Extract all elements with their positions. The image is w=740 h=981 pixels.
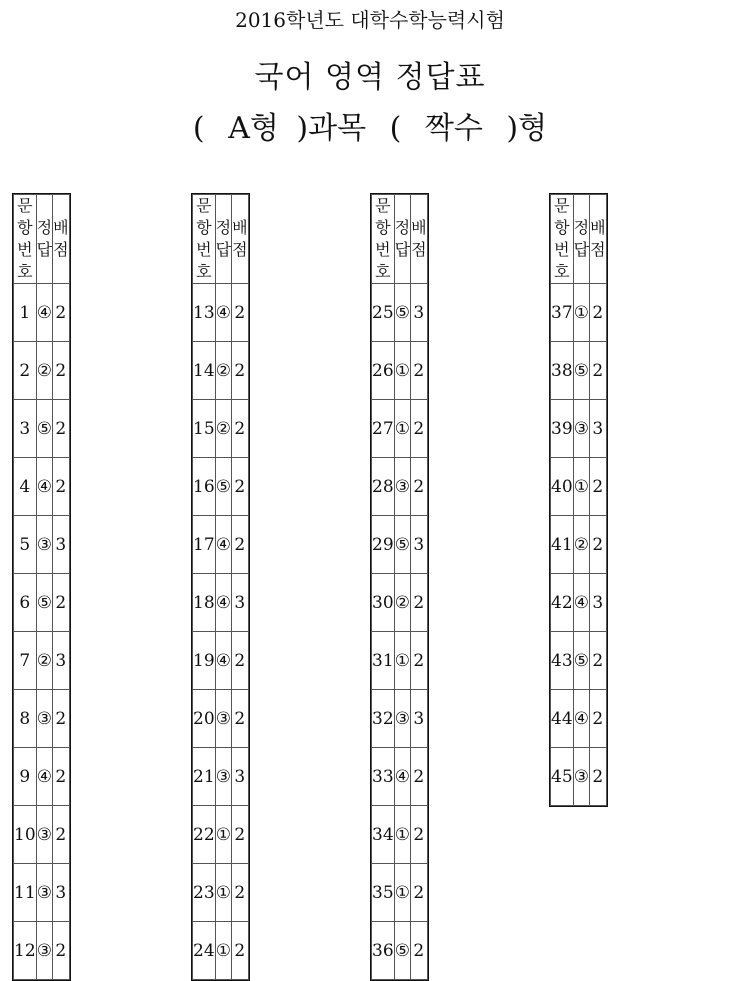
answer-value: ③ [573,748,589,806]
table-row [551,748,607,806]
table-row [14,574,70,632]
answer-value: ③ [36,922,52,980]
table-row [14,690,70,748]
question-number: 28 [372,458,395,516]
score-value: 2 [232,284,248,342]
question-number: 45 [551,748,574,806]
score-value: 2 [53,342,69,400]
table-row [14,342,70,400]
answer-value: ③ [394,690,410,748]
question-number: 14 [193,342,216,400]
table-row [193,748,249,806]
table-row [193,632,249,690]
score-value: 3 [411,690,427,748]
table-row [551,690,607,748]
question-number: 41 [551,516,574,574]
table-row [372,400,428,458]
question-number: 18 [193,574,216,632]
answer-value: ③ [36,864,52,922]
answer-value: ⑤ [573,342,589,400]
score-value: 2 [232,690,248,748]
answer-table [550,194,607,806]
header-row [14,195,70,284]
header-answer: 정 답 [215,195,231,284]
answer-value: ③ [215,690,231,748]
question-number: 32 [372,690,395,748]
question-number: 17 [193,516,216,574]
header-number-line1: 문항 [554,196,570,237]
score-value: 3 [411,284,427,342]
score-value: 2 [53,574,69,632]
header-row [551,195,607,284]
answer-value: ① [394,632,410,690]
answer-value: ⑤ [394,922,410,980]
question-number: 1 [14,284,37,342]
question-number: 16 [193,458,216,516]
table-row [14,632,70,690]
table-row [193,284,249,342]
table-row [551,342,607,400]
answer-block-4 [549,193,608,807]
question-number: 7 [14,632,37,690]
header-number-line2: 번호 [554,240,570,281]
answer-value: ④ [36,748,52,806]
answer-value: ④ [215,284,231,342]
question-number: 13 [193,284,216,342]
table-row [14,516,70,574]
answer-value: ② [36,632,52,690]
table-row [193,516,249,574]
score-value: 2 [411,806,427,864]
question-number: 24 [193,922,216,980]
question-number: 26 [372,342,395,400]
answer-value: ⑤ [394,516,410,574]
table-row [14,284,70,342]
score-value: 2 [590,516,606,574]
table-row [372,922,428,980]
question-number: 29 [372,516,395,574]
answer-value: ③ [215,748,231,806]
question-number: 12 [14,922,37,980]
answer-value: ① [215,864,231,922]
answer-value: ③ [36,516,52,574]
answer-value: ① [394,864,410,922]
table-row [193,342,249,400]
type-subject-label: )과목 [296,111,367,146]
answer-value: ① [573,458,589,516]
table-row [14,400,70,458]
question-number: 22 [193,806,216,864]
question-number: 6 [14,574,37,632]
table-row [14,748,70,806]
score-value: 2 [232,516,248,574]
score-value: 2 [232,632,248,690]
question-number: 40 [551,458,574,516]
score-value: 2 [411,632,427,690]
answer-value: ③ [394,458,410,516]
table-row [372,632,428,690]
answer-value: ② [573,516,589,574]
header-answer: 정 답 [394,195,410,284]
answer-value: ③ [36,806,52,864]
question-number: 43 [551,632,574,690]
header-score: 배 점 [411,195,427,284]
score-value: 2 [232,400,248,458]
question-number: 23 [193,864,216,922]
header-score: 배 점 [232,195,248,284]
type-value-a: A형 [228,111,279,146]
question-number: 37 [551,284,574,342]
table-row [551,458,607,516]
type-open-paren-2: ( [389,111,402,146]
header-number [193,195,216,284]
score-value: 2 [411,574,427,632]
table-row [551,574,607,632]
score-value: 2 [53,922,69,980]
answer-value: ④ [215,632,231,690]
score-value: 2 [411,458,427,516]
score-value: 3 [411,516,427,574]
header-number-line1: 문항 [196,196,212,237]
score-value: 2 [53,690,69,748]
table-row [193,400,249,458]
header-row [372,195,428,284]
answer-value: ① [573,284,589,342]
table-row [14,864,70,922]
score-value: 2 [411,342,427,400]
question-number: 2 [14,342,37,400]
table-row [14,922,70,980]
table-row [193,458,249,516]
question-number: 42 [551,574,574,632]
type-open-paren-1: ( [192,111,205,146]
score-value: 2 [53,806,69,864]
header-answer: 정 답 [36,195,52,284]
table-row [372,458,428,516]
header-number-line2: 번호 [375,240,391,281]
question-number: 35 [372,864,395,922]
table-row [551,284,607,342]
score-value: 2 [53,400,69,458]
answer-value: ④ [36,458,52,516]
score-value: 2 [232,922,248,980]
answer-value: ④ [394,748,410,806]
question-number: 44 [551,690,574,748]
table-row [372,574,428,632]
score-value: 2 [232,864,248,922]
question-number: 31 [372,632,395,690]
type-line [0,103,740,147]
question-number: 19 [193,632,216,690]
header-answer: 정 답 [573,195,589,284]
header-number [14,195,37,284]
answer-value: ⑤ [36,400,52,458]
question-number: 36 [372,922,395,980]
answer-value: ④ [215,516,231,574]
table-row [193,574,249,632]
table-row [551,632,607,690]
answer-value: ① [394,400,410,458]
score-value: 2 [590,284,606,342]
question-number: 27 [372,400,395,458]
answer-value: ① [394,806,410,864]
table-row [372,864,428,922]
question-number: 11 [14,864,37,922]
score-value: 2 [590,458,606,516]
question-number: 15 [193,400,216,458]
answer-table [13,194,70,980]
answer-value: ④ [36,284,52,342]
score-value: 2 [411,922,427,980]
answer-block-3 [370,193,429,981]
table-row [193,690,249,748]
table-row [14,458,70,516]
table-row [372,806,428,864]
header-score: 배 점 [590,195,606,284]
question-number: 25 [372,284,395,342]
score-value: 2 [53,748,69,806]
answer-block-2 [191,193,250,981]
header-number-line1: 문항 [375,196,391,237]
question-number: 38 [551,342,574,400]
header-number-line2: 번호 [196,240,212,281]
table-row [372,342,428,400]
table-row [372,284,428,342]
answer-value: ③ [36,690,52,748]
score-value: 3 [590,574,606,632]
table-row [193,806,249,864]
table-row [372,516,428,574]
score-value: 2 [411,748,427,806]
answer-value: ② [36,342,52,400]
answer-table [192,194,249,980]
exam-title: 2016학년도 대학수학능력시험 [235,8,505,32]
answer-value: ⑤ [36,574,52,632]
answer-value: ② [215,400,231,458]
score-value: 2 [232,458,248,516]
score-value: 3 [53,516,69,574]
header-number-line1: 문항 [17,196,33,237]
question-number: 8 [14,690,37,748]
table-row [551,516,607,574]
header-number [551,195,574,284]
question-number: 5 [14,516,37,574]
question-number: 4 [14,458,37,516]
question-number: 33 [372,748,395,806]
header-score: 배 점 [53,195,69,284]
score-value: 2 [232,806,248,864]
answer-value: ① [215,806,231,864]
table-row [193,922,249,980]
question-number: 9 [14,748,37,806]
question-number: 30 [372,574,395,632]
header-row [193,195,249,284]
table-row [14,806,70,864]
question-number: 10 [14,806,37,864]
answer-value: ② [215,342,231,400]
question-number: 21 [193,748,216,806]
score-value: 2 [590,342,606,400]
answer-table [371,194,428,980]
answer-value: ④ [573,574,589,632]
question-number: 20 [193,690,216,748]
answer-block-1 [12,193,71,981]
table-row [372,690,428,748]
score-value: 2 [411,864,427,922]
score-value: 3 [232,748,248,806]
type-value-even: 짝수 [424,111,483,146]
score-value: 2 [590,632,606,690]
answer-value: ③ [573,400,589,458]
header-number-line2: 번호 [17,240,33,281]
score-value: 2 [53,458,69,516]
answer-value: ④ [573,690,589,748]
answer-value: ⑤ [573,632,589,690]
subject-title: 국어 영역 정답표 [254,60,486,95]
score-value: 2 [232,342,248,400]
answer-value: ① [215,922,231,980]
score-value: 3 [232,574,248,632]
answer-value: ② [394,574,410,632]
score-value: 2 [590,748,606,806]
score-value: 2 [411,400,427,458]
score-value: 3 [53,632,69,690]
table-row [372,748,428,806]
score-value: 2 [53,284,69,342]
header-number [372,195,395,284]
table-row [551,400,607,458]
answer-value: ① [394,342,410,400]
question-number: 3 [14,400,37,458]
question-number: 39 [551,400,574,458]
score-value: 2 [590,690,606,748]
score-value: 3 [53,864,69,922]
answer-value: ④ [215,574,231,632]
answer-value: ⑤ [215,458,231,516]
question-number: 34 [372,806,395,864]
type-close-paren: )형 [506,111,548,146]
answer-value: ⑤ [394,284,410,342]
table-row [193,864,249,922]
score-value: 3 [590,400,606,458]
